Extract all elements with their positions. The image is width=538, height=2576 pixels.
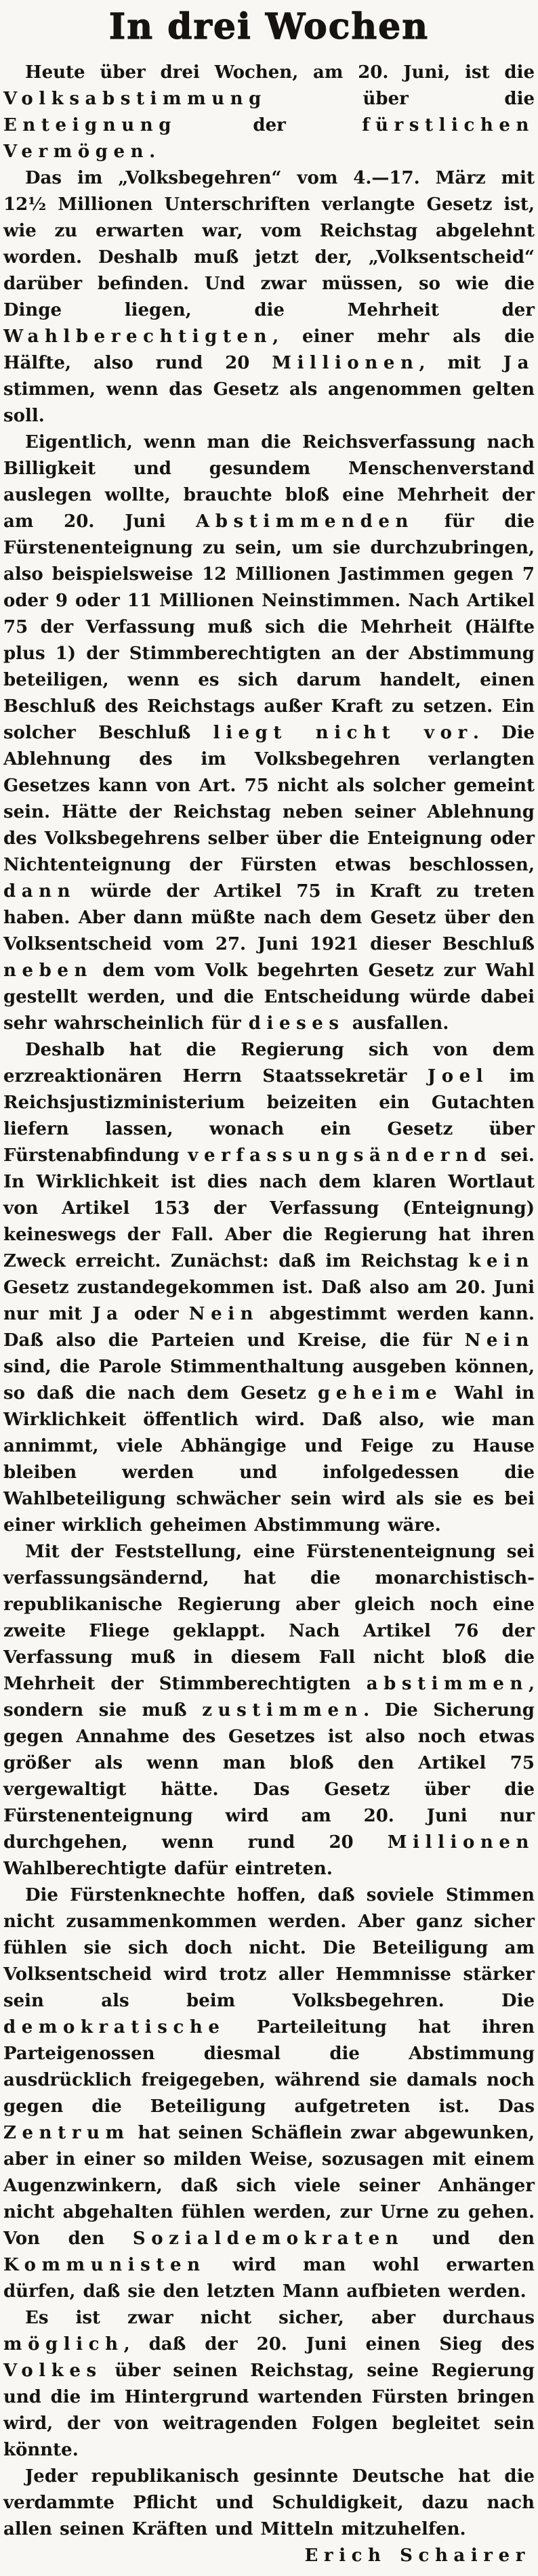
emphasized-text: abstimmen	[366, 1673, 529, 1694]
text-segment: Jeder republikanisch gesinnte Deutsche hat die verdammte Pflicht und Schuldigkeit, dazu nach allen seinen Kräften und Mitteln mitzuhelfen.	[3, 2466, 535, 2539]
text-segment: , daß der 20. Juni einen Sieg des	[123, 2334, 535, 2355]
text-segment: sei. In Wirklichkeit ist dies nach dem klaren Wortlaut von Artikel 153 der Verfassung (Enteignung) keineswegs der Fall. Aber die Regierung hat ihren Zweck erreicht. Zunächst: daß im Reichstag	[3, 1145, 535, 1271]
emphasized-text: liegt nicht vor	[213, 722, 473, 743]
text-segment: ausfallen.	[344, 1013, 449, 1034]
article-title: In drei Wochen	[108, 6, 430, 47]
emphasized-text: Joel	[427, 1065, 489, 1086]
text-segment: Das im „Volksbegehren“ vom 4.—17. März mit 12½ Millionen Unterschriften verlangte Gesetz ist, wie zu erwarten war, vom Reichstag abgelehnt worden. Deshalb muß jetzt der, „Volksentscheid“ darüber befinden. Und zwar müssen, so wie die Dinge liegen, die Mehrheit der	[3, 167, 535, 320]
text-segment: .	[149, 141, 156, 162]
article-paragraph	[3, 429, 535, 1037]
text-segment: für die Fürstenenteignung zu sein, um sie durchzubringen, also beispielsweise 12 Millionen Jastimmen gegen 7 oder 9 oder 11 Millionen Neinstimmen. Nach Artikel 75 der Verfassung muß sich die Mehrheit (Hälfte plus 1) der Stimmberechtigten an der Abstimmung beteiligen, wenn es sich darum handelt, einen Beschluß des Reichstags außer Kraft zu setzen. Ein solcher Beschluß	[3, 511, 535, 743]
text-segment: Es ist zwar nicht sicher, aber durchaus	[25, 2307, 535, 2328]
emphasized-text: Kommunisten	[3, 2254, 206, 2275]
text-segment: Die Fürstenknechte hoffen, daß soviele Stimmen nicht zusammenkommen werden. Aber ganz sicher fühlen sie sich doch nicht. Die Beteiligung am Volksentscheid wird trotz aller Hemmnisse stärker sein als beim Volksbegehren. Die	[3, 1884, 535, 2011]
emphasized-text: kein	[468, 1250, 535, 1271]
emphasized-text: Enteignung	[3, 114, 178, 135]
emphasized-text: demokratische	[3, 2017, 226, 2037]
emphasized-text: möglich	[3, 2334, 124, 2355]
text-segment: Eigentlich, wenn man die Reichsverfassung nach Billigkeit und gesundem Menschenverstand auslegen wollte, brauchte bloß eine Mehrheit der am 20. Juni	[3, 431, 535, 532]
emphasized-text: Volkes	[3, 2360, 102, 2381]
text-segment: Gesetz zustandegekommen ist. Daß also am 20. Juni nur mit	[3, 1277, 535, 1324]
article-paragraph	[3, 2305, 535, 2464]
text-segment: Deshalb hat die Regierung sich von dem erzreaktionären Herrn Staatssekretär	[3, 1039, 535, 1086]
emphasized-text: Nein	[188, 1303, 260, 1324]
text-segment: wird man wohl erwarten dürfen, daß sie den letzten Mann aufbieten werden.	[3, 2254, 535, 2302]
article-paragraph	[3, 1037, 535, 1539]
text-segment: . Die Sicherung gegen Annahme des Gesetzes ist also noch etwas größer als wenn man bloß den Artikel 75 vergewaltigt hätte. Das Gesetz über die Fürstenenteignung wird am 20. Juni nur durchgehen, wenn rund 20	[3, 1699, 535, 1853]
text-segment: , sondern sie muß	[3, 1673, 535, 1720]
text-segment: Heute über drei Wochen, am 20. Juni, ist die	[25, 62, 535, 83]
text-segment: oder	[123, 1303, 189, 1324]
emphasized-text: Volksabstimmung	[3, 88, 267, 109]
emphasized-text: Ja	[92, 1303, 124, 1324]
emphasized-text: neben	[3, 960, 93, 981]
text-segment: über die	[266, 88, 535, 109]
text-segment: würde der Artikel 75 in Kraft zu treten haben. Aber dann müßte nach dem Gesetz über den Volksentscheid vom 27. Juni 1921 dieser Beschluß	[3, 881, 535, 954]
text-segment: . Die Ablehnung des im Volksbegehren verlangten Gesetzes kann von Art. 75 nicht als solcher gemeint sein. Hätte der Reichstag neben seiner Ablehnung des Volksbegehrens selber über die Enteignung oder Nichtenteignung der Fürsten etwas beschlossen,	[3, 722, 535, 875]
text-segment: und den	[404, 2228, 535, 2249]
article-body	[3, 60, 535, 2566]
text-segment: , einer mehr als die Hälfte, also rund 20	[3, 326, 535, 373]
author-signature: Erich Schairer	[304, 2545, 531, 2566]
text-segment: Mit der Feststellung, eine Fürstenenteignung sei verfassungsändernd, hat die monarchistisch-republikanische Regierung aber gleich noch eine zweite Fliege geklappt. Nach Artikel 76 der Verfassung muß in diesem Fall nicht bloß die Mehrheit der Stimmberechtigten	[3, 1541, 535, 1694]
emphasized-text: Nein	[464, 1330, 535, 1351]
text-segment: Wahlberechtigte dafür eintreten.	[3, 1858, 333, 1879]
emphasized-text: Sozialdemokraten	[132, 2228, 405, 2249]
text-segment: , mit	[419, 352, 503, 373]
emphasized-text: zustimmen	[202, 1699, 364, 1720]
emphasized-text: Abstimmenden	[196, 511, 414, 532]
text-segment: Parteileitung hat ihren Parteigenossen diesmal die Abstimmung ausdrücklich freigegeben, während sie damals noch gegen die Beteiligung aufgetreten ist. Das	[3, 2017, 535, 2117]
text-segment: Wahl in Wirklichkeit öffentlich wird. Daß also, wie man annimmt, viele Abhängige und Feige zu Hause bleiben werden und infolgedessen die Wahlbeteiligung schwächer sein wird als sie es bei einer wirklich geheimen Abstimmung wäre.	[3, 1382, 535, 1536]
text-segment: dem vom Volk begehrten Gesetz zur Wahl gestellt werden, und die Entscheidung würde dabei sehr wahrscheinlich für	[3, 960, 535, 1034]
text-segment: hat seinen Schäflein zwar abgewunken, aber in einer so milden Weise, sozusagen mit einem Augenzwinkern, daß sich viele seiner Anhänger nicht abgehalten fühlen werden, zur Urne zu gehen. Von den	[3, 2122, 535, 2249]
emphasized-text: Millionen	[387, 1832, 535, 1853]
emphasized-text: geheime	[318, 1382, 443, 1403]
emphasized-text: Ja	[503, 352, 535, 373]
emphasized-text: Zentrum	[3, 2122, 130, 2143]
emphasized-text: fürstlichen Vermögen	[3, 114, 535, 162]
emphasized-text: Wahlberechtigten	[3, 326, 273, 347]
emphasized-text: Millionen	[272, 352, 419, 373]
text-segment: über seinen Reichstag, seine Regierung und die im Hintergrund wartenden Fürsten bringen wird, der von weitragenden Folgen begleitet sein könnte.	[3, 2360, 535, 2460]
article-paragraph	[3, 165, 535, 429]
article-paragraph	[3, 2464, 535, 2566]
text-segment: sind, die Parole Stimmenthaltung ausgeben können, so daß die nach dem Gesetz	[3, 1356, 535, 1403]
article-paragraph	[3, 1539, 535, 1882]
article-paragraph	[3, 60, 535, 165]
emphasized-text: dann	[3, 881, 77, 902]
text-segment: abgestimmt werden kann. Daß also die Parteien und Kreise, die für	[3, 1303, 535, 1351]
text-segment: im Reichsjustizministerium beizeiten ein Gutachten liefern lassen, wonach ein Gesetz über Fürstenabfindung	[3, 1065, 535, 1166]
emphasized-text: verfassungsändernd	[188, 1145, 493, 1166]
text-segment: stimmen, wenn das Gesetz als angenommen gelten soll.	[3, 379, 535, 426]
text-segment: der	[177, 114, 363, 135]
article-paragraph	[3, 1882, 535, 2305]
emphasized-text: dieses	[248, 1013, 345, 1034]
